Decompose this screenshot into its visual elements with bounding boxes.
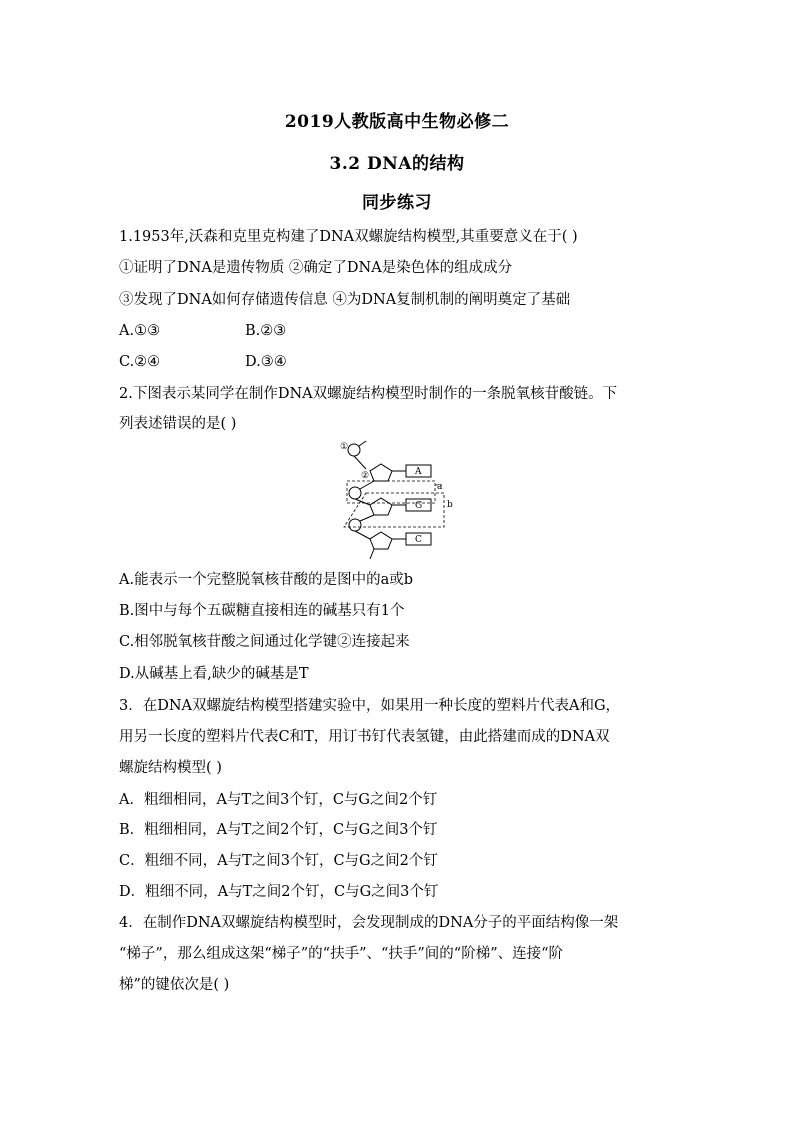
base-c-label: C — [415, 535, 422, 545]
label-b: b — [447, 500, 453, 510]
q2-option-c: C.相邻脱氧核苷酸之间通过化学键②连接起来 — [119, 634, 410, 650]
nucleotide-chain-diagram — [336, 437, 460, 562]
q2-stem-line2: 列表述错误的是( ) — [119, 416, 237, 432]
base-g-label: G — [415, 501, 423, 511]
q1-statements-1-2: ①证明了DNA是遗传物质 ②确定了DNA是染色体的组成成分 — [119, 260, 513, 276]
q2-stem-line1: 2.下图表示某同学在制作DNA双螺旋结构模型时制作的一条脱氧核苷酸链。下 — [119, 386, 618, 402]
document-title: 2019人教版高中生物必修二 — [284, 112, 510, 132]
q1-option-a: A.①③ — [119, 323, 161, 339]
label-2: ② — [361, 471, 370, 481]
dashed-box-a — [347, 481, 435, 503]
section-heading: 同步练习 — [362, 193, 432, 213]
q3-stem-line3: 螺旋结构模型( ) — [119, 760, 222, 776]
q1-statements-3-4: ③发现了DNA如何存储遗传信息 ④为DNA复制机制的阐明奠定了基础 — [119, 292, 571, 308]
q2-option-d: D.从碱基上看,缺少的碱基是T — [119, 666, 309, 682]
q4-stem-line3: 梯”的键依次是( ) — [119, 977, 230, 993]
base-a-label: A — [415, 467, 422, 477]
q3-option-a: A．粗细相同，A与T之间3个钉，C与G之间2个钉 — [119, 792, 438, 808]
q3-stem-line2: 用另一长度的塑料片代表C和T，用订书钉代表氢键，由此搭建而成的DNA双 — [119, 729, 610, 745]
q4-stem-line1: 4．在制作DNA双螺旋结构模型时，会发现制成的DNA分子的平面结构像一架 — [119, 915, 619, 931]
document-subtitle: 3.2 DNA的结构 — [329, 154, 465, 174]
label-1: ① — [340, 442, 349, 452]
q3-stem-line1: 3．在DNA双螺旋结构模型搭建实验中，如果用一种长度的塑料片代表A和G， — [119, 698, 621, 714]
q3-option-c: C．粗细不同，A与T之间3个钉，C与G之间2个钉 — [119, 853, 438, 869]
q1-option-d: D.③④ — [245, 354, 287, 370]
label-a: a — [437, 482, 443, 492]
q2-option-b: B.图中与每个五碳糖直接相连的碱基只有1个 — [119, 603, 405, 619]
q2-option-a: A.能表示一个完整脱氧核苷酸的是图中的a或b — [119, 572, 414, 588]
q3-option-d: D．粗细不同，A与T之间2个钉，C与G之间3个钉 — [119, 884, 439, 900]
q1-option-c: C.②④ — [119, 354, 161, 370]
q3-option-b: B．粗细相同，A与T之间2个钉，C与G之间3个钉 — [119, 822, 438, 838]
q1-option-b: B.②③ — [245, 323, 287, 339]
q4-stem-line2: “梯子”，那么组成这架“梯子”的“扶手”、“扶手”间的“阶梯”、连接“阶 — [119, 946, 564, 962]
q1-stem: 1.1953年,沃森和克里克构建了DNA双螺旋结构模型,其重要意义在于( ) — [119, 229, 578, 245]
